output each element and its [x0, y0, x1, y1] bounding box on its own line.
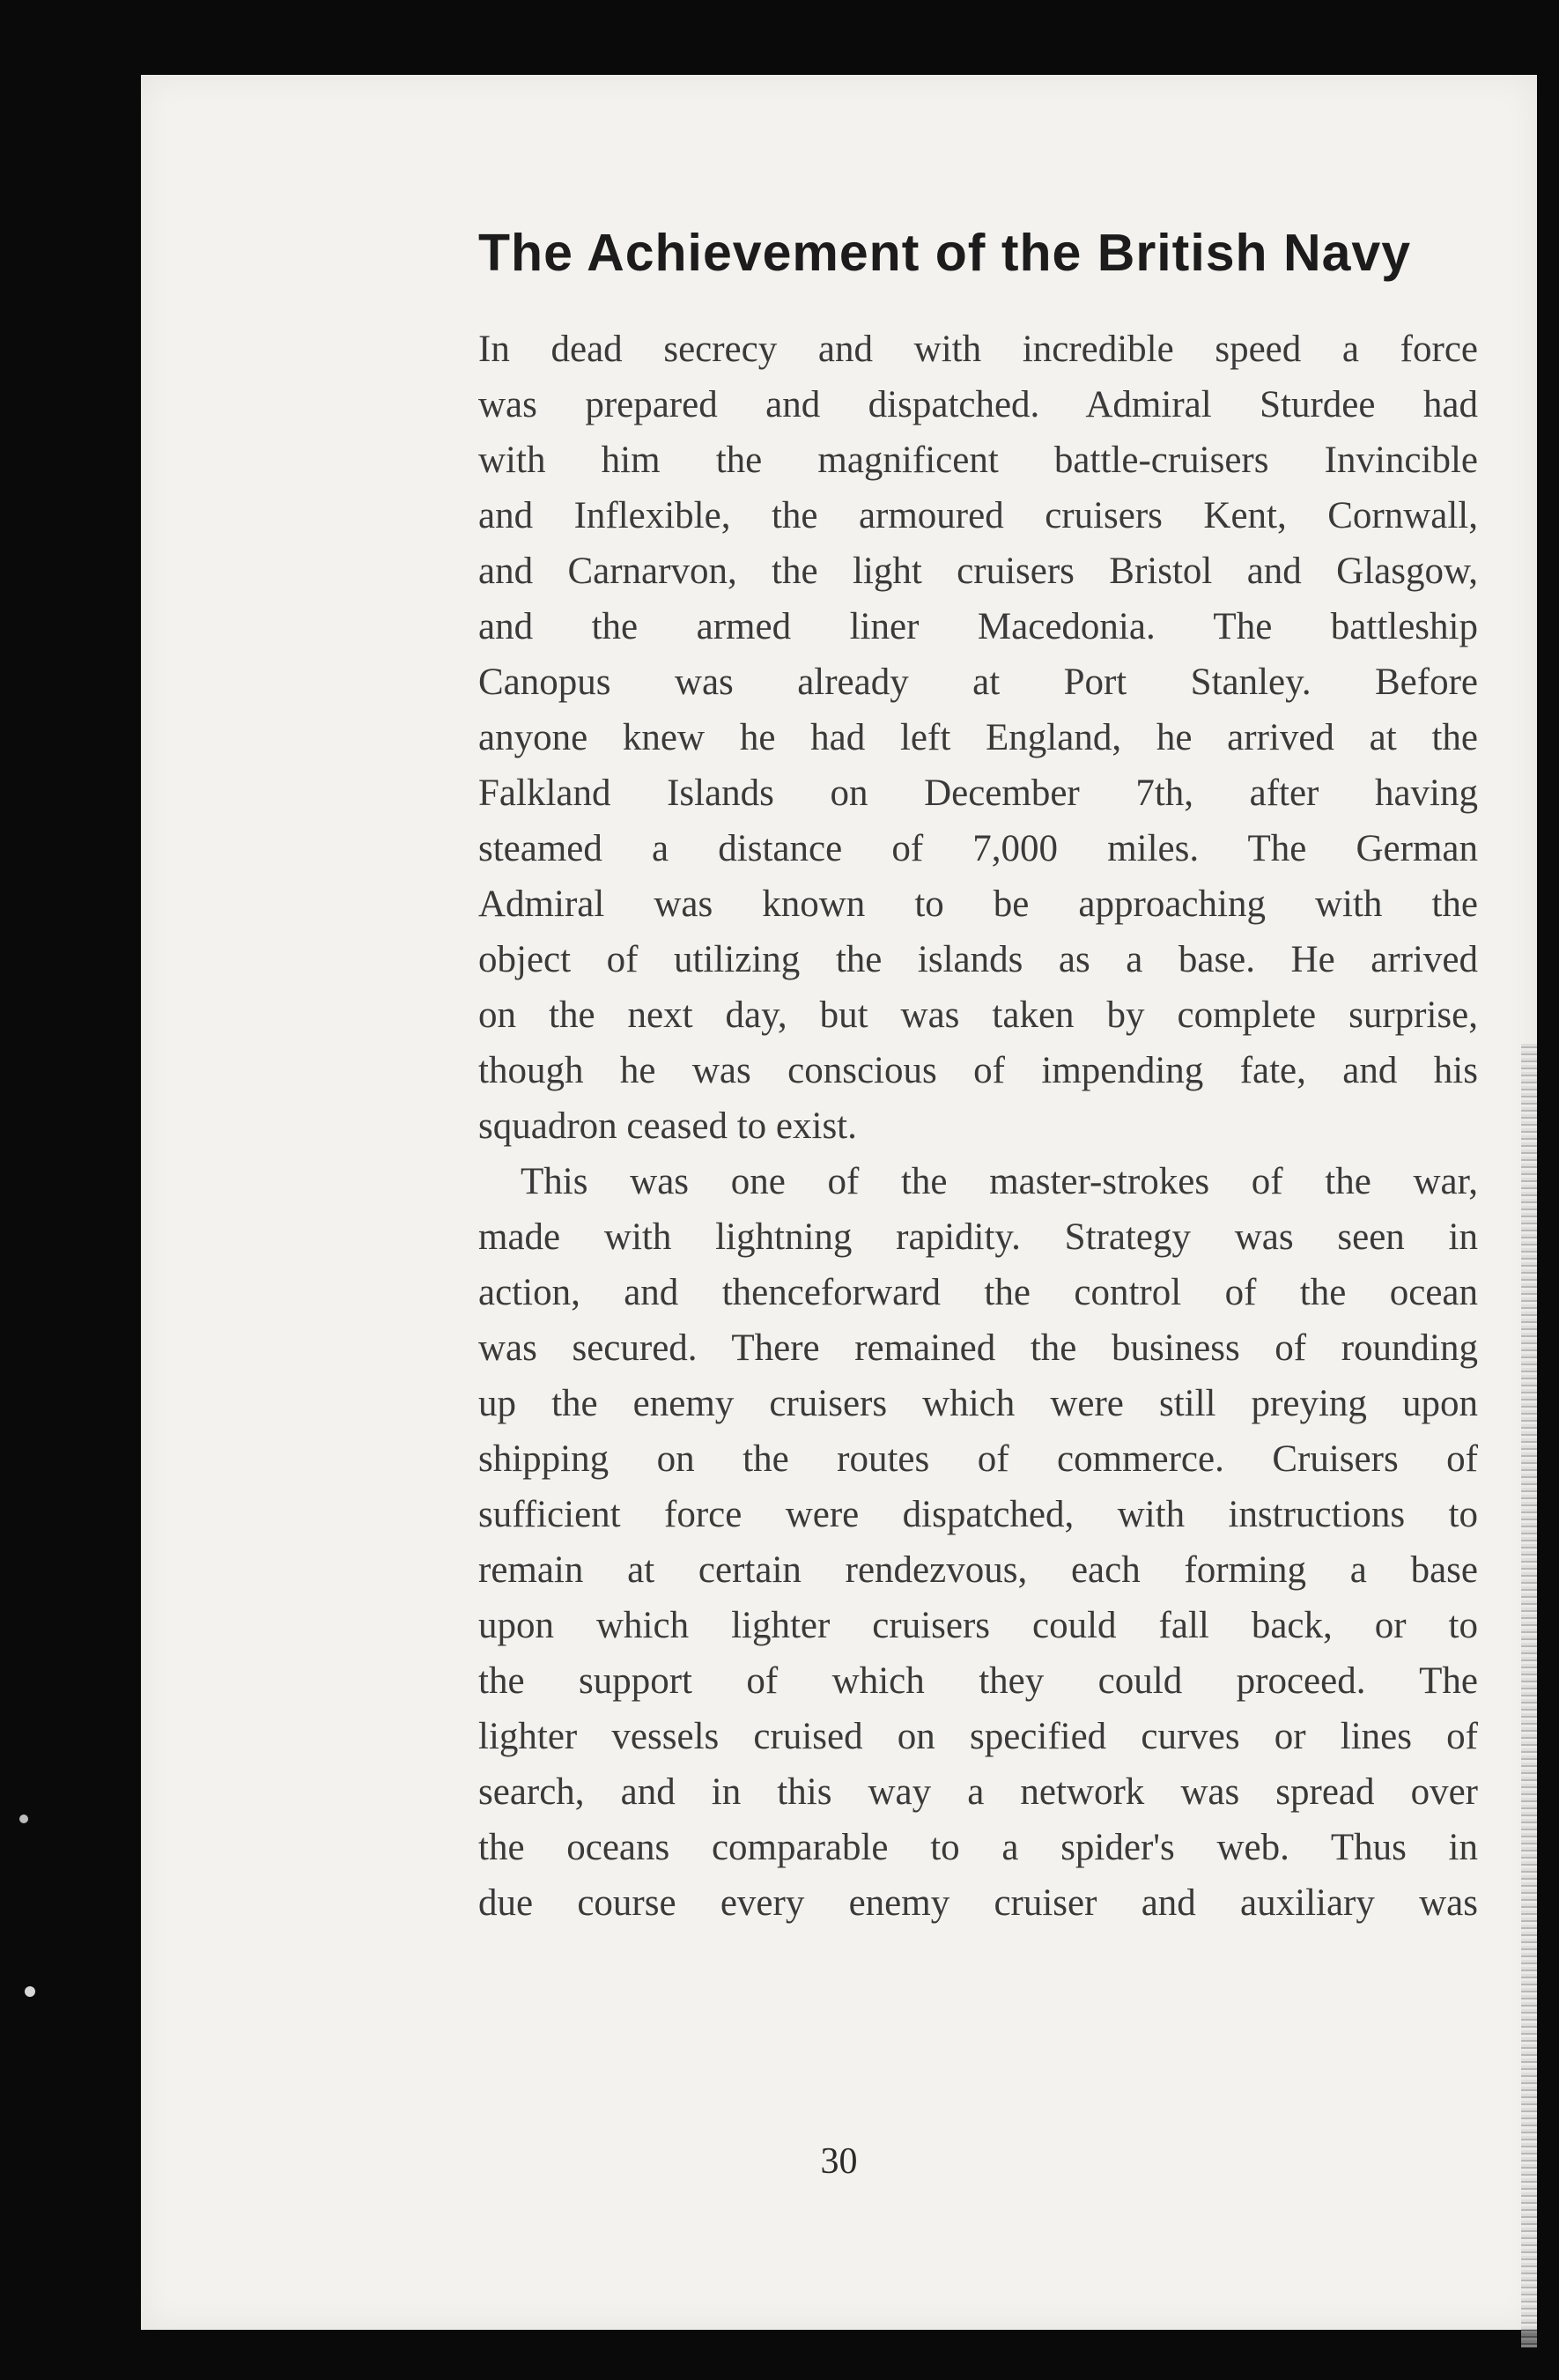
- text-line: and Carnarvon, the light cruisers Bristol and Glasgow,: [478, 551, 1478, 592]
- text-line: made with lightning rapidity. Strategy was seen in: [478, 1216, 1478, 1258]
- text-line: the oceans comparable to a spider's web. Thus in: [478, 1827, 1478, 1868]
- text-line: the support of which they could proceed. The: [478, 1660, 1478, 1702]
- dust-speck: [25, 1986, 35, 1997]
- text-line: In dead secrecy and with incredible speed a force: [478, 329, 1478, 370]
- text-line: anyone knew he had left England, he arrived at the: [478, 717, 1478, 758]
- page-number: 30: [820, 2141, 858, 2182]
- text-line: sufficient force were dispatched, with instructions to: [478, 1494, 1478, 1535]
- text-line: remain at certain rendezvous, each forming a base: [478, 1549, 1478, 1591]
- text-line: squadron ceased to exist.: [478, 1105, 857, 1147]
- text-line: up the enemy cruisers which were still preying upon: [478, 1383, 1478, 1424]
- text-line: due course every enemy cruiser and auxiliary was: [478, 1882, 1478, 1924]
- text-line: action, and thenceforward the control of the ocean: [478, 1272, 1478, 1313]
- page-edge-strip: [1521, 1044, 1537, 2347]
- page-title: The Achievement of the British Navy: [478, 224, 1412, 282]
- text-line: and Inflexible, the armoured cruisers Kent, Cornwall,: [478, 495, 1478, 536]
- text-line: was prepared and dispatched. Admiral Sturdee had: [478, 384, 1478, 425]
- text-line: Canopus was already at Port Stanley. Before: [478, 662, 1478, 703]
- text-line: though he was conscious of impending fate, and his: [478, 1050, 1478, 1091]
- body-text: [478, 322, 1478, 1931]
- text-line: Admiral was known to be approaching with the: [478, 883, 1478, 925]
- text-line: on the next day, but was taken by complete surprise,: [478, 994, 1478, 1036]
- text-line: upon which lighter cruisers could fall back, or to: [478, 1605, 1478, 1646]
- text-line: search, and in this way a network was spread over: [478, 1771, 1478, 1813]
- text-line: This was one of the master-strokes of the war,: [521, 1161, 1478, 1202]
- text-line: Falkland Islands on December 7th, after having: [478, 772, 1478, 814]
- dust-speck: [19, 1815, 28, 1823]
- text-line: steamed a distance of 7,000 miles. The German: [478, 828, 1478, 869]
- text-line: shipping on the routes of commerce. Cruisers of: [478, 1438, 1478, 1480]
- text-line: with him the magnificent battle-cruisers Invincible: [478, 440, 1478, 481]
- text-line: object of utilizing the islands as a base. He arrived: [478, 939, 1478, 980]
- book-page: [141, 75, 1537, 2330]
- text-line: was secured. There remained the business of rounding: [478, 1327, 1478, 1369]
- text-line: and the armed liner Macedonia. The battleship: [478, 606, 1478, 647]
- text-line: lighter vessels cruised on specified curves or lines of: [478, 1716, 1478, 1757]
